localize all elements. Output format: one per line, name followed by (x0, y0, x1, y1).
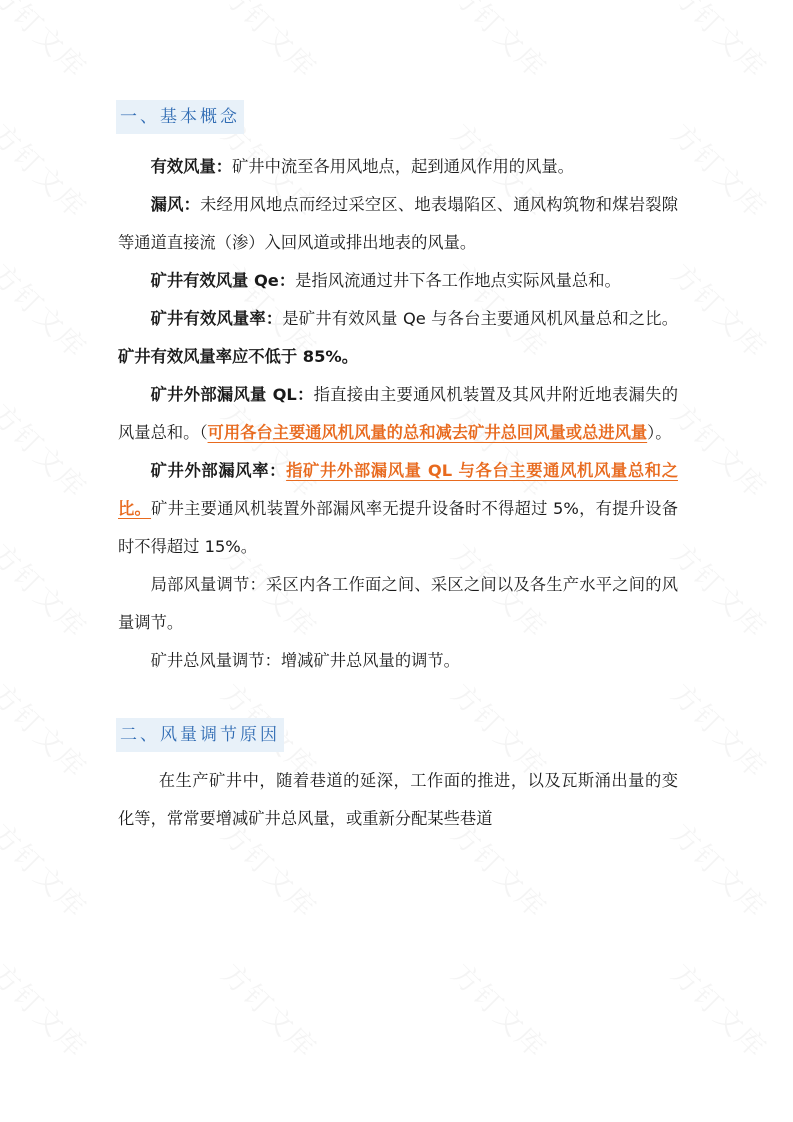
highlighted-definition: 指矿井外部漏风量 QL 与各台主要通风机风量总和之比。 (118, 461, 678, 518)
term-label: 有效风量： (150, 157, 233, 176)
watermark-text (663, 813, 776, 926)
watermark-text (213, 953, 326, 1066)
definition-total-air-regulation (118, 642, 678, 680)
section-heading-regulation-reasons: 二、风量调节原因 (116, 718, 284, 752)
watermark-text (663, 953, 776, 1066)
watermark-text (663, 253, 776, 366)
term-label: 矿井有效风量 Qe： (150, 271, 296, 290)
watermark-text (0, 813, 97, 926)
watermark-text (213, 0, 326, 87)
document-body (118, 100, 678, 838)
requirement-text: 矿井有效风量率应不低于 85%。 (118, 347, 359, 366)
term-label: 矿井有效风量率： (150, 309, 283, 328)
watermark-text (0, 533, 97, 646)
watermark-text (0, 673, 97, 786)
definition-effective-air-volume (118, 148, 678, 186)
term-label: 矿井外部漏风量 QL： (150, 385, 314, 404)
definition-effective-air-rate (118, 300, 678, 376)
definition-air-leakage (118, 186, 678, 262)
definition-text: 矿井主要通风机装置外部漏风率无提升设备时不得超过 5%，有提升设备时不得超过 15%。 (118, 499, 678, 556)
watermark-text (663, 393, 776, 506)
definition-text: 增减矿井总风量的调节。 (280, 651, 460, 670)
watermark-text (443, 953, 556, 1066)
definition-text: 矿井中流至各用风地点，起到通风作用的风量。 (232, 157, 574, 176)
term-label: 矿井总风量调节： (150, 651, 281, 670)
definition-external-leakage-rate (118, 452, 678, 566)
watermark-text (663, 673, 776, 786)
watermark-text (663, 113, 776, 226)
watermark-text (663, 533, 776, 646)
definition-text: 指直接由主要通风机装置及其风井附近地表漏失的风量总和。（ (118, 385, 678, 442)
watermark-text (0, 0, 97, 87)
definition-external-leakage-volume (118, 376, 678, 452)
regulation-reasons-paragraph: 在生产矿井中，随着巷道的延深，工作面的推进，以及瓦斯涌出量的变化等，常常要增减矿井总风量，或重新分配某些巷道 (118, 771, 678, 828)
watermark-text (443, 0, 556, 87)
term-label: 局部风量调节： (150, 575, 267, 594)
definition-text: 是矿井有效风量 Qe 与各台主要通风机风量总和之比。 (282, 309, 678, 328)
watermark-text (0, 253, 97, 366)
watermark-text (0, 113, 97, 226)
definition-text: 采区内各工作面之间、采区之间以及各生产水平之间的风量调节。 (118, 575, 678, 632)
highlighted-note: 可用各台主要通风机风量的总和减去矿井总回风量或总进风量 (207, 423, 648, 442)
watermark-text (0, 393, 97, 506)
term-label: 矿井外部漏风率： (150, 461, 287, 480)
section-heading-basic-concepts: 一、基本概念 (116, 100, 244, 134)
term-label: 漏风： (150, 195, 201, 214)
definition-local-air-regulation (118, 566, 678, 642)
definition-text: 是指风流通过井下各工作地点实际风量总和。 (295, 271, 621, 290)
definition-mine-effective-air-volume (118, 262, 678, 300)
definition-tail: ）。 (647, 423, 672, 442)
watermark-text (0, 953, 97, 1066)
definition-text: 未经用风地点而经过采空区、地表塌陷区、通风构筑物和煤岩裂隙等通道直接流（渗）入回风道或排出地表的风量。 (118, 195, 678, 252)
watermark-text (663, 0, 776, 87)
